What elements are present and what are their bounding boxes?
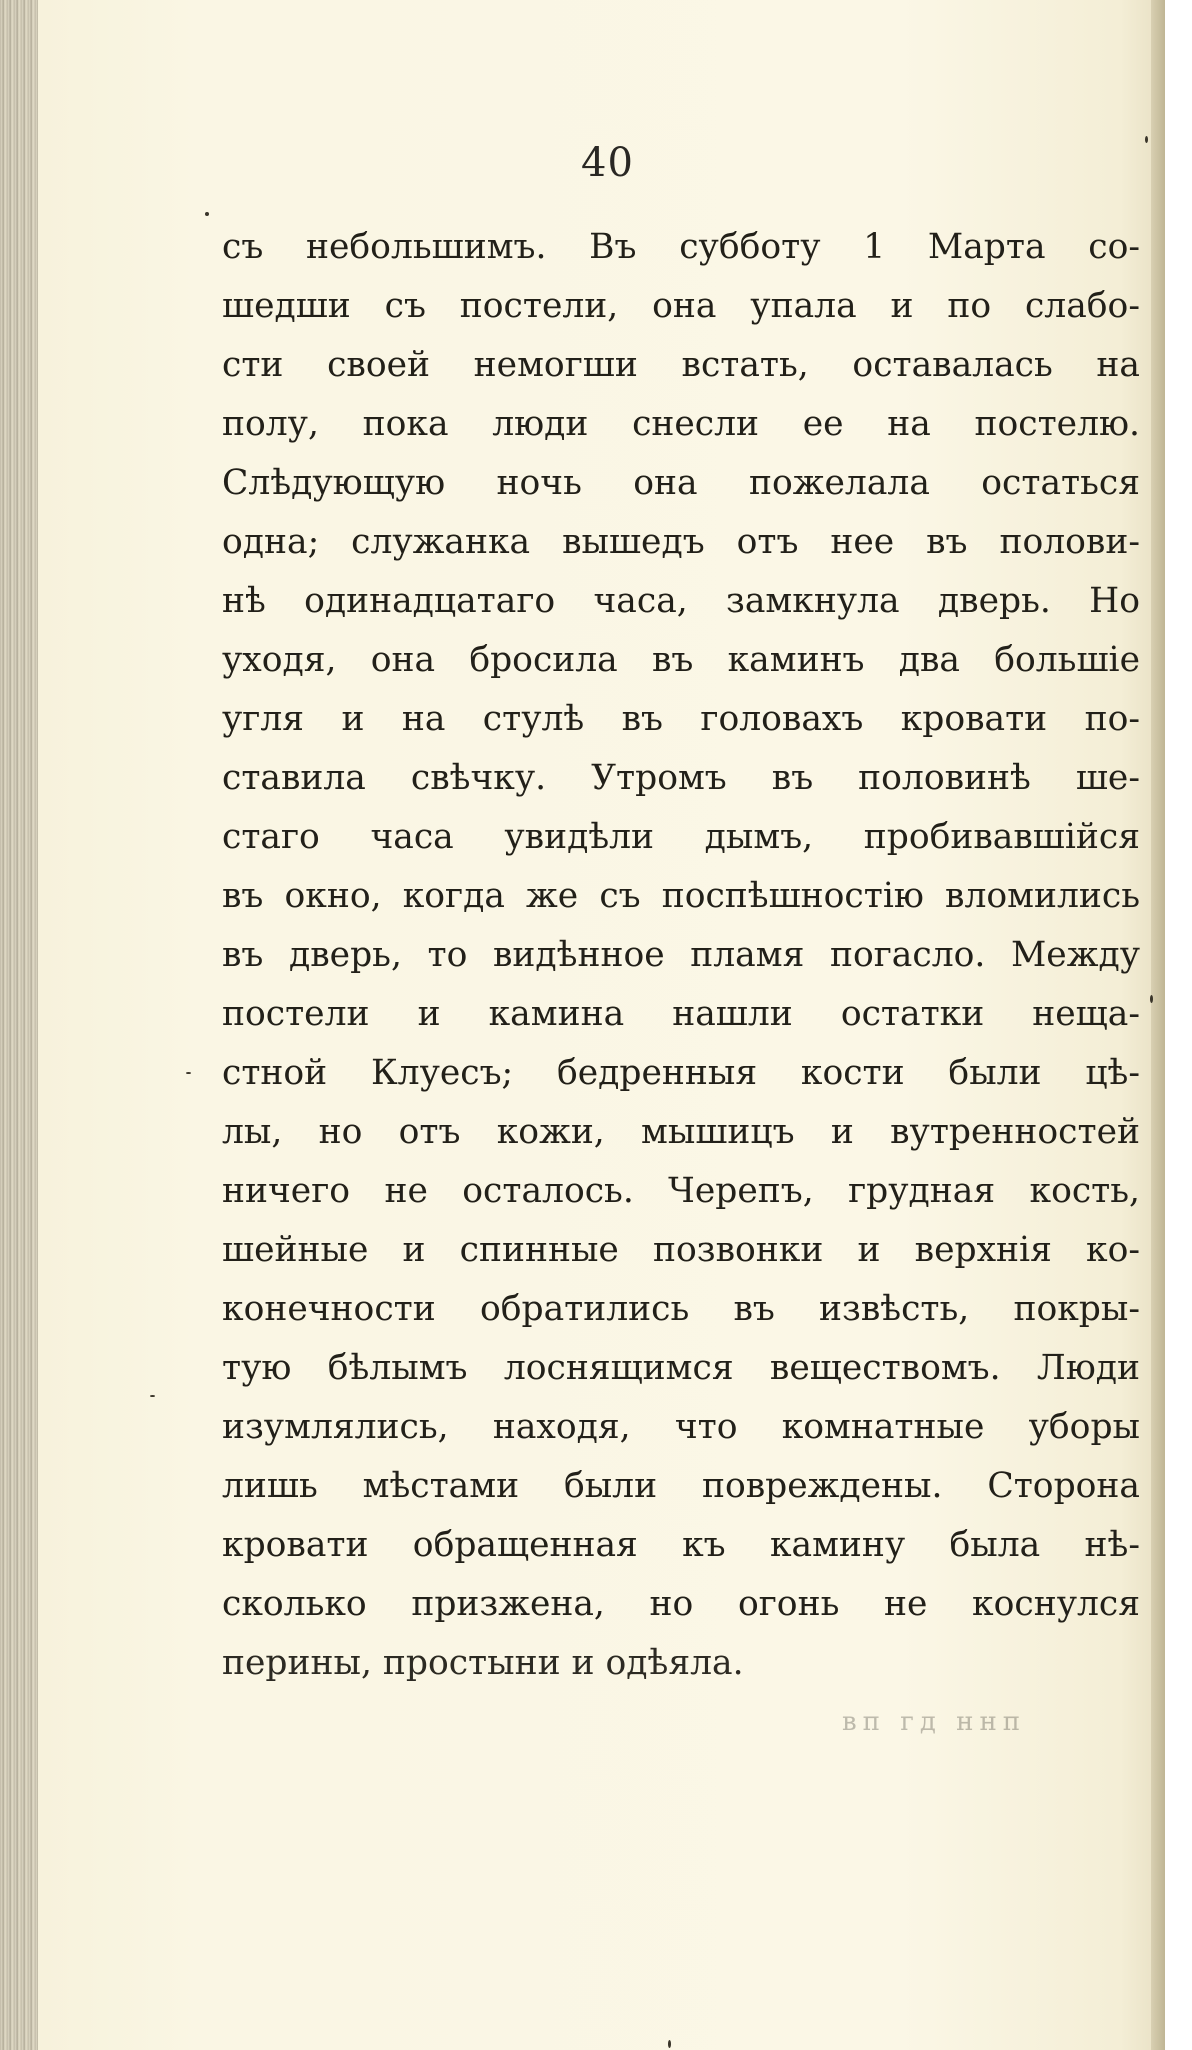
ink-speck <box>1145 136 1148 143</box>
text-line: ничего не осталось. Черепъ, грудная кость, <box>222 1171 1140 1211</box>
text-line: въ дверь, то видѣнное пламя погасло. Между <box>222 935 1140 975</box>
text-line: лишь мѣстами были повреждены. Сторона <box>222 1466 1140 1506</box>
text-line: кровати обращенная къ камину была нѣ- <box>222 1525 1140 1565</box>
ink-speck <box>668 2040 671 2048</box>
text-line: ставила свѣчку. Утромъ въ половинѣ ше- <box>222 758 1140 798</box>
text-line: шедши съ постели, она упала и по слабо- <box>222 286 1140 326</box>
page-number: 40 <box>581 140 634 186</box>
ink-speck <box>150 1395 155 1397</box>
text-line: уходя, она бросила въ каминъ два большіе <box>222 640 1140 680</box>
ink-speck <box>1150 995 1153 1003</box>
text-line: конечности обратились въ извѣсть, покры- <box>222 1289 1140 1329</box>
text-line: въ окно, когда же съ поспѣшностію вломились <box>222 876 1140 916</box>
text-line: изумлялись, находя, что комнатные уборы <box>222 1407 1140 1447</box>
ink-speck <box>186 1072 191 1074</box>
text-line: стной Клуесъ; бедренныя кости были цѣ- <box>222 1053 1140 1093</box>
text-line: лы, но отъ кожи, мышицъ и вутренностей <box>222 1112 1140 1152</box>
text-line: Слѣдующую ночь она пожелала остаться <box>222 463 1140 503</box>
page-right-edge <box>1151 0 1165 2050</box>
text-line: полу, пока люди снесли ее на постелю. <box>222 404 1140 444</box>
text-line: стаго часа увидѣли дымъ, пробивавшійся <box>222 817 1140 857</box>
text-line-last: перины, простыни и одѣяла. <box>222 1643 744 1683</box>
ink-speck <box>205 212 209 216</box>
text-line: нѣ одинадцатаго часа, замкнула дверь. Но <box>222 581 1140 621</box>
text-line: постели и камина нашли остатки неща- <box>222 994 1140 1034</box>
page-binding-edge <box>0 0 38 2050</box>
text-line: шейные и спинные позвонки и верхнія ко- <box>222 1230 1140 1270</box>
text-line: тую бѣлымъ лоснящимся веществомъ. Люди <box>222 1348 1140 1388</box>
bleed-through-text: вп гд ннп <box>842 1707 1027 1737</box>
text-line: сти своей немогши встать, оставалась на <box>222 345 1140 385</box>
text-line: одна; служанка вышедъ отъ нее въ полови- <box>222 522 1140 562</box>
text-line: съ небольшимъ. Въ субботу 1 Марта со- <box>222 227 1140 267</box>
body-text <box>222 218 1140 1752</box>
text-line: угля и на стулѣ въ головахъ кровати по- <box>222 699 1140 739</box>
text-line: сколько призжена, но огонь не коснулся <box>222 1584 1140 1624</box>
